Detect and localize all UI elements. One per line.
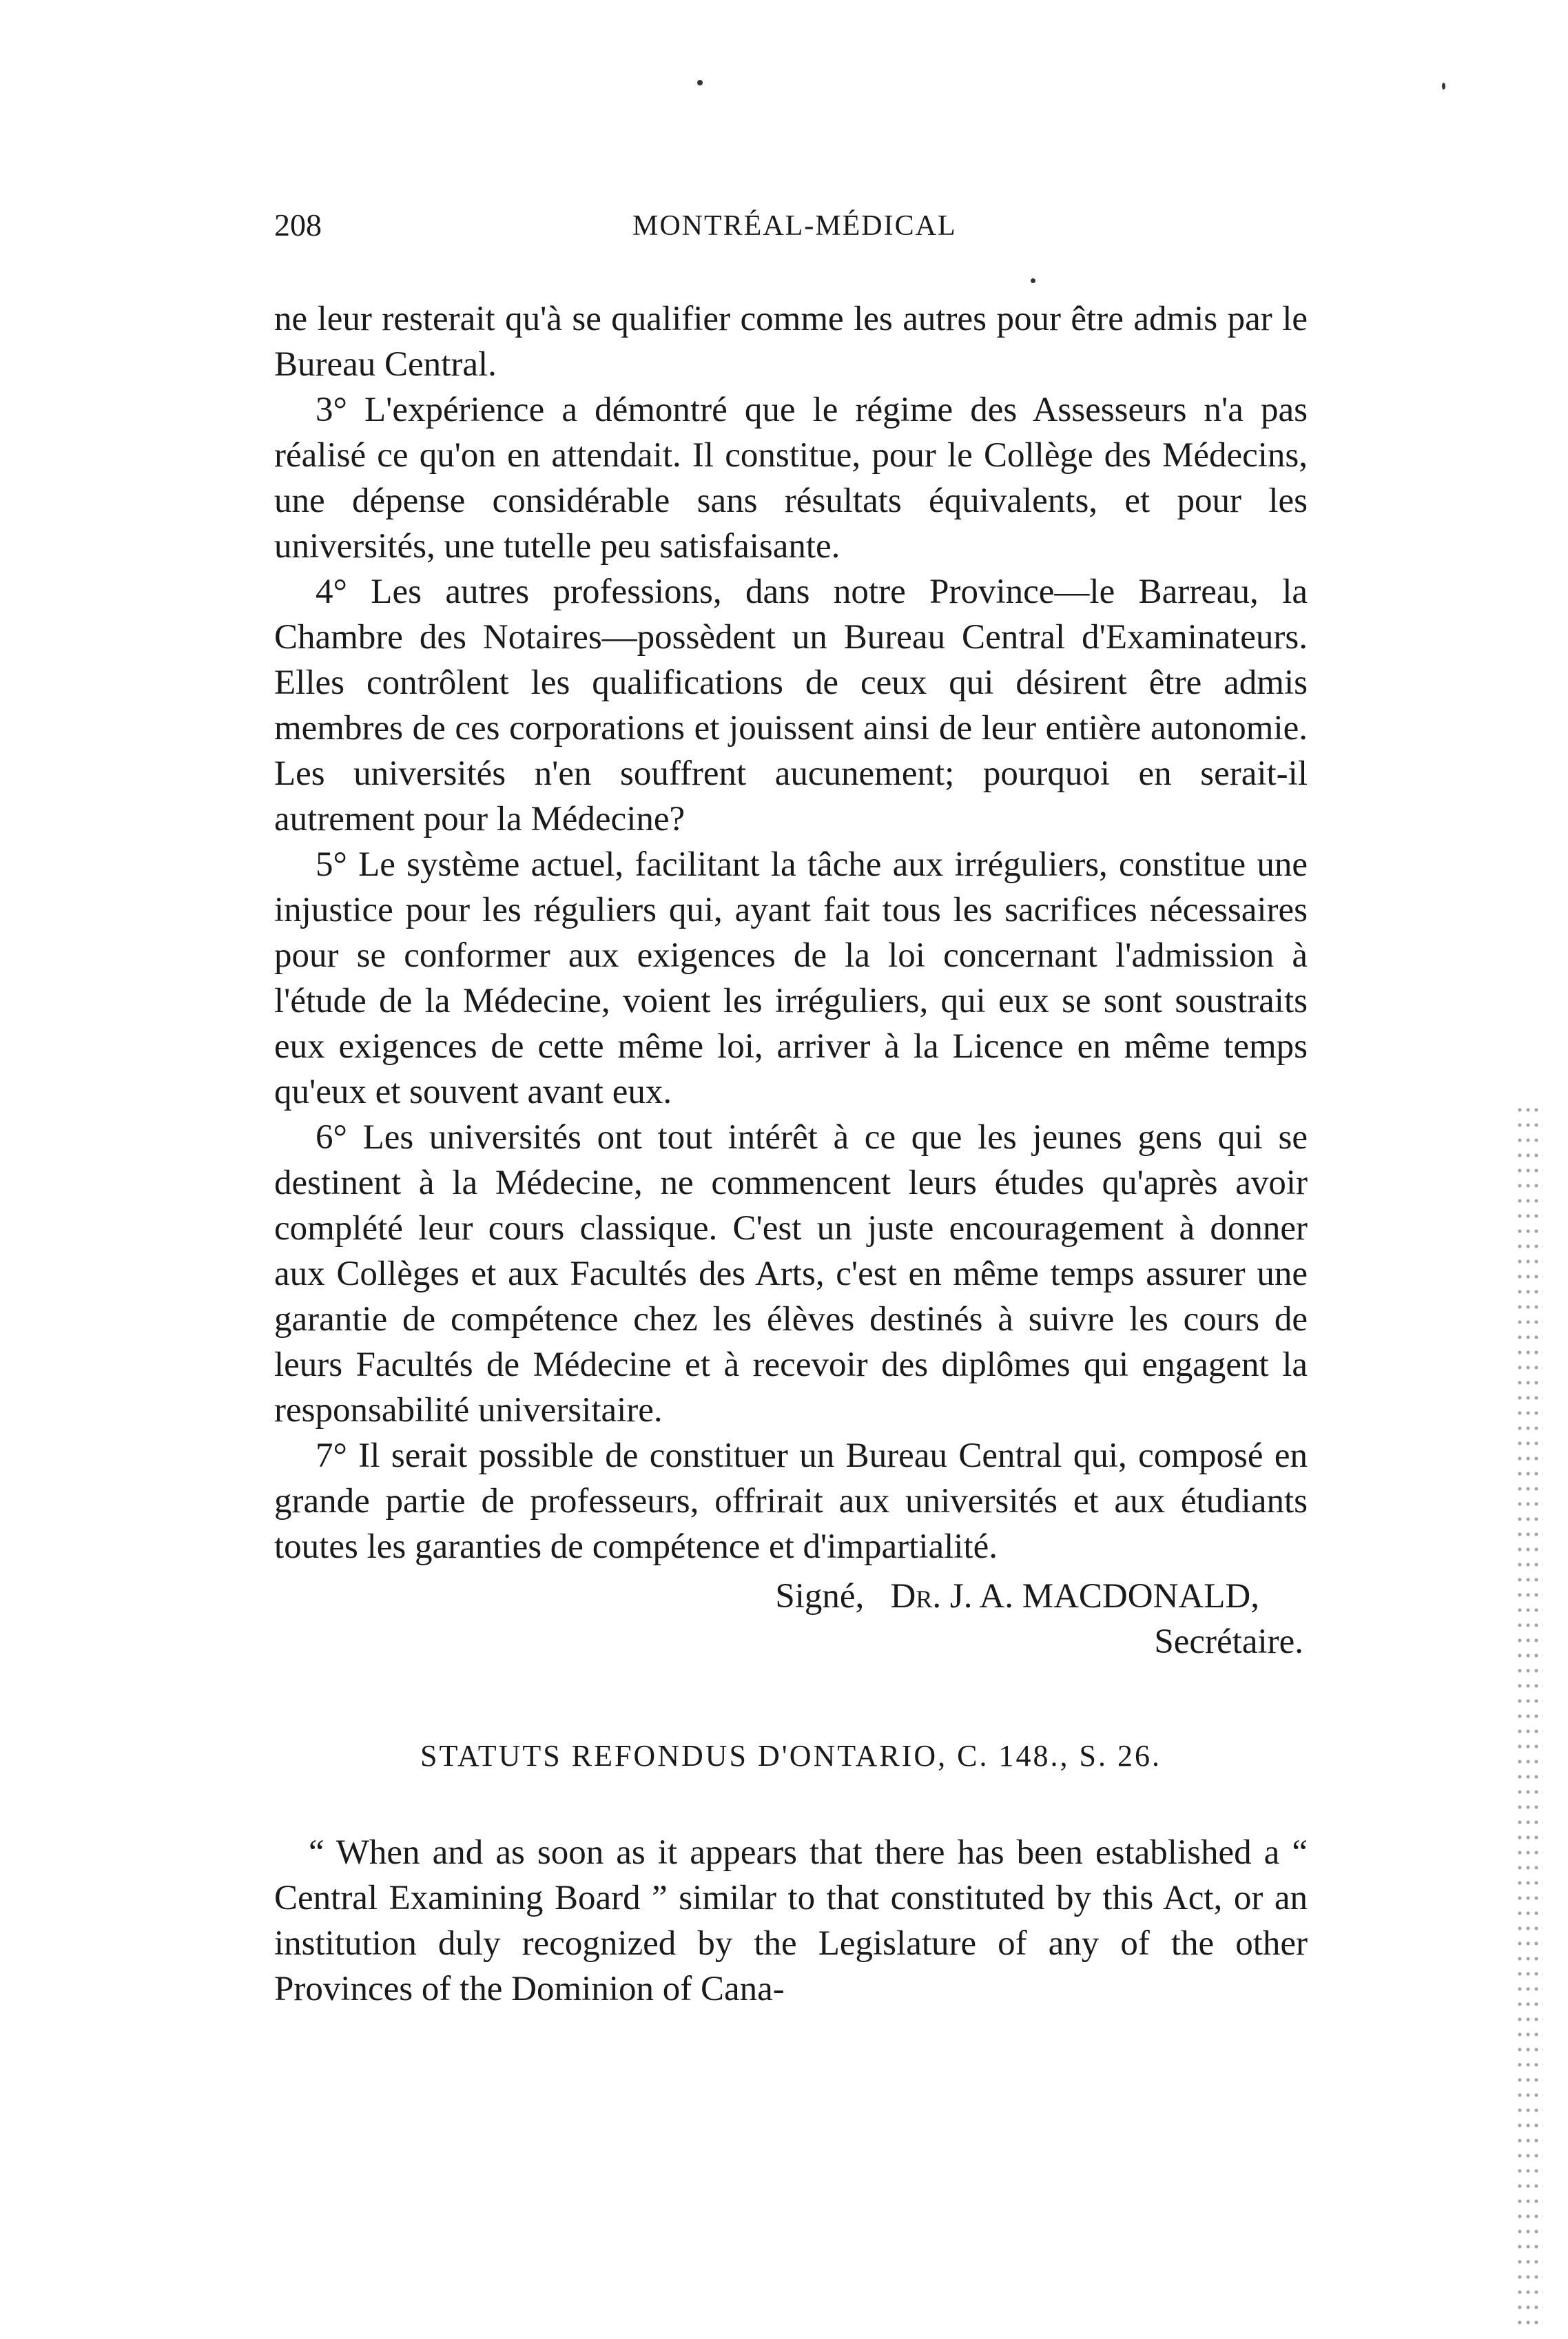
print-speck: [1442, 83, 1445, 90]
journal-title: MONTRÉAL-MÉDICAL: [632, 210, 957, 242]
quoted-statute: “ When and as soon as it appears that there has been established a “ Central Examining Board ” similar to that constituted by this Act, or an institution duly recognized by the Legislature of any of the other Provinces of the Dominion of Cana-: [274, 1833, 1308, 2008]
paragraph-continued: ne leur resterait qu'à se qualifier comme les autres pour être admis par le Bureau Central.: [274, 300, 1308, 384]
body-text: [274, 296, 1308, 2012]
paragraph-5: 5° Le système actuel, facilitant la tâche aux irréguliers, constitue une injustice pour les réguliers qui, ayant fait tous les sacrifices nécessaires pour se conformer aux exigences de la loi concernant l'admission à l'étude de la Médecine, voient les irréguliers, qui eux se sont soustraits eux exigences de cette même loi, arriver à la Licence en même temps qu'eux et souvent avant eux.: [274, 845, 1308, 1111]
scan-edge-noise: [1516, 1102, 1543, 2336]
paragraph-7: 7° Il serait possible de constituer un Bureau Central qui, composé en grande partie de professeurs, offrirait aux universités et aux étudiants toutes les garanties de compétence et d'impartialité.: [274, 1436, 1308, 1566]
signature-title: Secrétaire.: [1154, 1622, 1303, 1661]
signature-name: J. A. MACDONALD,: [949, 1577, 1259, 1616]
signature-prefix: Dr.: [890, 1577, 942, 1616]
paragraph-4: 4° Les autres professions, dans notre Province—le Barreau, la Chambre des Notaires—possèdent un Bureau Central d'Examinateurs. Elles contrôlent les qualifications de ceux qui désirent être admis membres de ces corporations et jouissent ainsi de leur entière autonomie. Les universités n'en souffrent aucunement; pourquoi en serait-il autrement pour la Médecine?: [274, 573, 1308, 838]
page-number: 208: [274, 207, 322, 243]
running-head: [274, 207, 1308, 255]
paragraph-3: 3° L'expérience a démontré que le régime des Assesseurs n'a pas réalisé ce qu'on en attendait. Il constitue, pour le Collège des Médecins, une dépense considérable sans résultats équivalents, et pour les universités, une tutelle peu satisfaisante.: [274, 391, 1308, 566]
section-heading: STATUTS REFONDUS D'ONTARIO, C. 148., S. 26.: [420, 1739, 1162, 1773]
signature-line: [274, 1574, 1308, 1619]
signature-signed: Signé,: [775, 1577, 865, 1616]
print-speck: [1031, 278, 1035, 283]
print-speck: [697, 80, 703, 85]
paragraph-6: 6° Les universités ont tout intérêt à ce que les jeunes gens qui se destinent à la Médecine, ne commencent leurs études qu'après avoir complété leur cours classique. C'est un juste encouragement à donner aux Collèges et aux Facultés des Arts, c'est en même temps assurer une garantie de compétence chez les élèves destinés à suivre les cours de leurs Facultés de Médecine et à recevoir des diplômes qui engagent la responsabilité universitaire.: [274, 1118, 1308, 1430]
